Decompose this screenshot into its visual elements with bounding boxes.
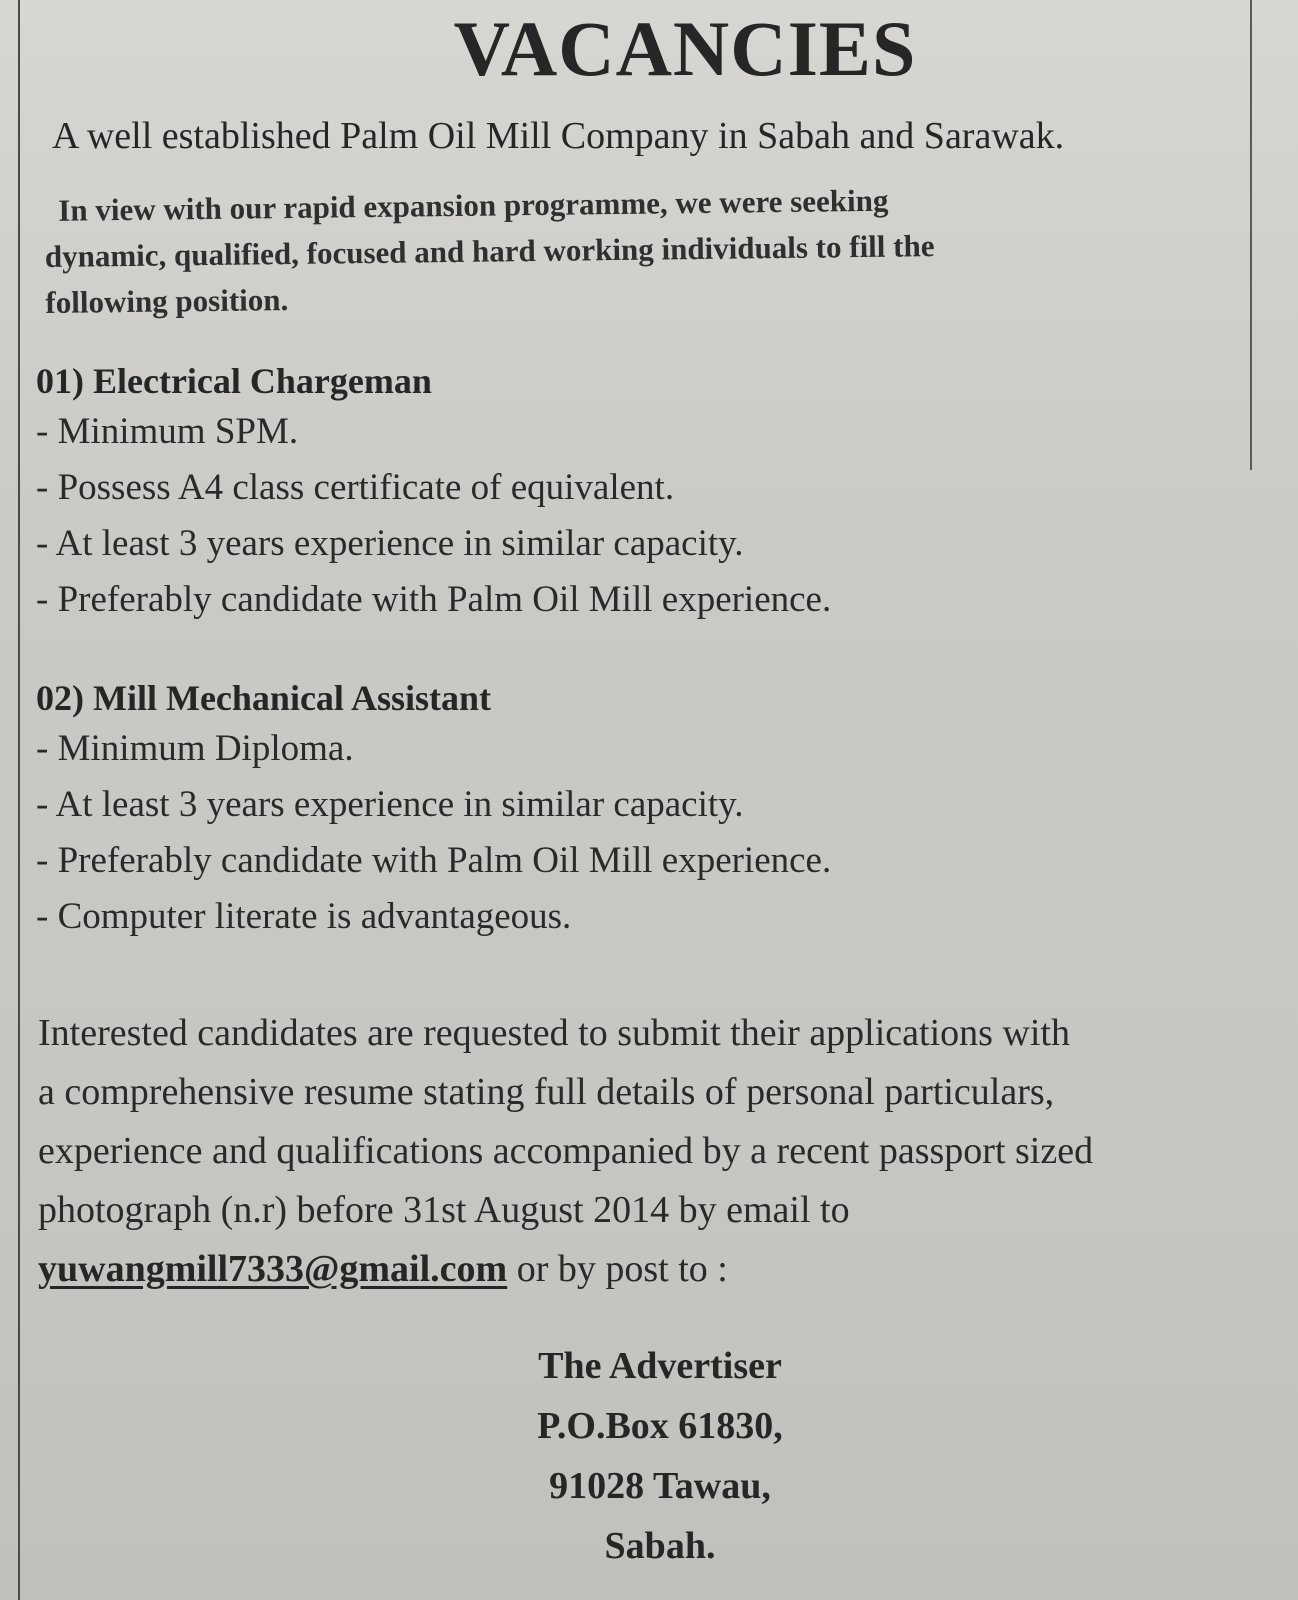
requirement-item: - Computer literate is advantageous.: [36, 896, 572, 937]
address-line: The Advertiser: [538, 1345, 782, 1387]
requirement-item: - Minimum Diploma.: [36, 728, 354, 769]
email-line: [38, 1240, 1288, 1299]
requirement-item: - At least 3 years experience in similar capacity.: [36, 523, 744, 564]
company-description: A well established Palm Oil Mill Company in Sabah and Sarawak.: [52, 115, 1065, 157]
ad-border-left: [18, 0, 20, 1600]
address-line: Sabah.: [604, 1525, 716, 1567]
requirement-item: - Possess A4 class certificate of equivalent.: [36, 467, 675, 508]
position-heading: 02) Mill Mechanical Assistant: [36, 678, 491, 718]
application-line: a comprehensive resume stating full details of personal particulars,: [38, 1071, 1055, 1113]
application-line: Interested candidates are requested to submit their applications with: [38, 1012, 1070, 1054]
address-line: 91028 Tawau,: [549, 1465, 771, 1507]
intro-paragraph: [44, 174, 1226, 326]
postal-address: [410, 1336, 910, 1576]
position-heading: 01) Electrical Chargeman: [36, 361, 432, 401]
requirement-item: - At least 3 years experience in similar capacity.: [36, 784, 744, 825]
application-line: experience and qualifications accompanied by a recent passport sized: [38, 1130, 1094, 1172]
email-link[interactable]: yuwangmill7333@gmail.com: [38, 1248, 508, 1290]
intro-line: dynamic, qualified, focused and hard working individuals to fill the: [44, 228, 935, 274]
requirement-item: - Preferably candidate with Palm Oil Mill experience.: [36, 840, 832, 881]
application-instructions: [38, 1004, 1288, 1299]
post-instruction: or by post to :: [507, 1248, 728, 1290]
address-line: P.O.Box 61830,: [537, 1405, 783, 1447]
ad-title: VACANCIES: [453, 5, 917, 92]
position-electrical-chargeman: [36, 358, 1036, 628]
intro-line: In view with our rapid expansion programme, we were seeking: [58, 182, 889, 228]
requirement-item: - Minimum SPM.: [36, 411, 299, 452]
application-line: photograph (n.r) before 31st August 2014 by email to: [38, 1189, 850, 1231]
position-mill-mechanical-assistant: [36, 675, 1036, 945]
requirement-item: - Preferably candidate with Palm Oil Mill experience.: [36, 579, 832, 620]
intro-line: following position.: [45, 282, 289, 320]
